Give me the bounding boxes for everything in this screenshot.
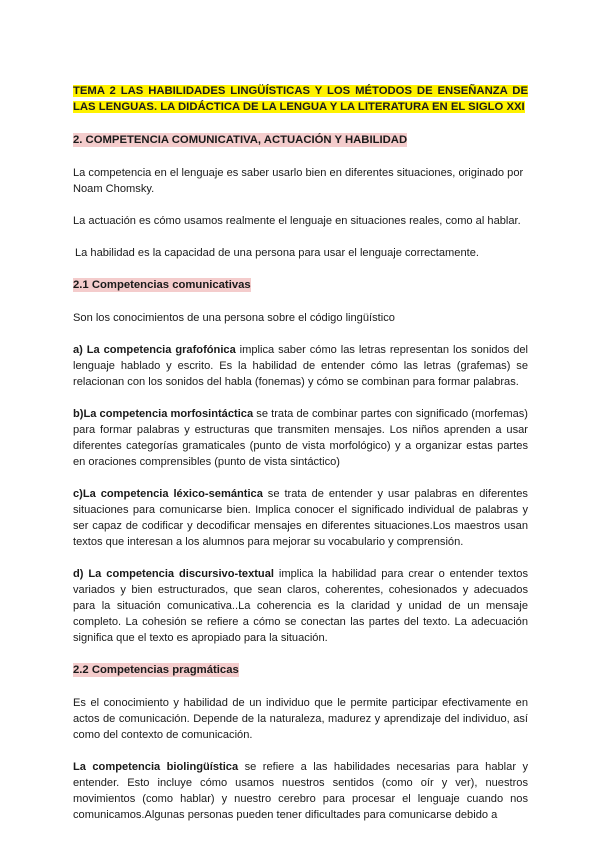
lead-lexico-semantica: c)La competencia léxico-semántica [73, 488, 263, 500]
section-2-1-intro: Son los conocimientos de una persona sobre el código lingüístico [73, 312, 395, 324]
text-discursivo-textual: implica la habilidad para crear o entender textos variados y bien estructurados, que sean claros, coherentes, cohesionados y adecuados para la situación comunicativa..La coherencia es la claridad y unidad de un mensaje completo. La cohesión se refiere a cómo se conectan las partes del texto. La adecuación significa que el texto es apropiado para la situación. [73, 568, 528, 644]
paragraph-biolinguistica [73, 759, 528, 823]
section-2-2-intro: Es el conocimiento y habilidad de un individuo que le permite participar efectivamente en actos de comunicación. Depende de la naturaleza, madurez y aprendizaje del individuo, así como del contexto de comunicación. [73, 697, 528, 741]
paragraph-lexico-semantica [73, 486, 528, 550]
paragraph-morfosintactica [73, 406, 528, 470]
text-morfosintactica: se trata de combinar partes con significado (morfemas) para formar palabras y estructuras que transmiten mensajes. Los niños aprenden a usar diferentes categorías gramaticales (punto de vista morfológico) y a organizar estas partes en oraciones comprensibles (punto de vista sintáctico) [73, 408, 528, 468]
document-body [73, 83, 528, 839]
text-biolinguistica: se refiere a las habilidades necesarias para hablar y entender. Esto incluye cómo usamos nuestros sentidos (como oír y ver), nuestros movimientos (como hablar) y nuestro cerebro para procesar el lenguaje cuando nos comunicamos.Algunas personas pueden tener dificultades para comunicarse debido a [73, 761, 528, 821]
lead-grafofonica: a) La competencia grafofónica [73, 344, 236, 356]
section-2-2-heading-text: 2.2 Competencias pragmáticas [73, 664, 239, 676]
lead-discursivo-textual: d) La competencia discursivo-textual [73, 568, 274, 580]
section-2-2-heading [73, 662, 528, 678]
title-text: TEMA 2 LAS HABILIDADES LINGÜÍSTICAS Y LOS MÉTODOS DE ENSEÑANZA DE LAS LENGUAS. LA DIDÁCTICA DE LA LENGUA Y LA LITERATURA EN EL SIGLO XXI [73, 85, 528, 113]
section-2-heading [73, 132, 528, 148]
lead-biolinguistica: La competencia biolingüística [73, 761, 239, 773]
section-2-paragraph-competencia: La competencia en el lenguaje es saber usarlo bien en diferentes situaciones, originado por Noam Chomsky. [73, 167, 524, 195]
section-2-1-heading [73, 277, 528, 293]
section-2-1-heading-text: 2.1 Competencias comunicativas [73, 279, 251, 291]
lead-morfosintactica: b)La competencia morfosintáctica [73, 408, 254, 420]
paragraph-grafofonica [73, 342, 528, 390]
section-2-paragraph-actuacion: La actuación es cómo usamos realmente el lenguaje en situaciones reales, como al hablar. [73, 215, 521, 227]
section-2-heading-text: 2. COMPETENCIA COMUNICATIVA, ACTUACIÓN Y HABILIDAD [73, 134, 408, 146]
section-2-paragraph-habilidad: La habilidad es la capacidad de una persona para usar el lenguaje correctamente. [75, 247, 479, 259]
paragraph-discursivo-textual [73, 566, 528, 646]
text-lexico-semantica: se trata de entender y usar palabras en diferentes situaciones para comunicarse bien. Implica conocer el significado individual de palabras y ser capaz de codificar y decodificar mensajes en diferentes situaciones.Los maestros usan textos que interesan a los alumnos para mejorar su vocabulario y comprensión. [73, 488, 528, 548]
document-title [73, 83, 528, 115]
text-grafofonica: implica saber cómo las letras representan los sonidos del lenguaje hablado y escrito. Es la habilidad de entender cómo las letras (grafemas) se relacionan con los sonidos del habla (fonemas) y cómo se combinan para formar palabras. [73, 344, 528, 388]
